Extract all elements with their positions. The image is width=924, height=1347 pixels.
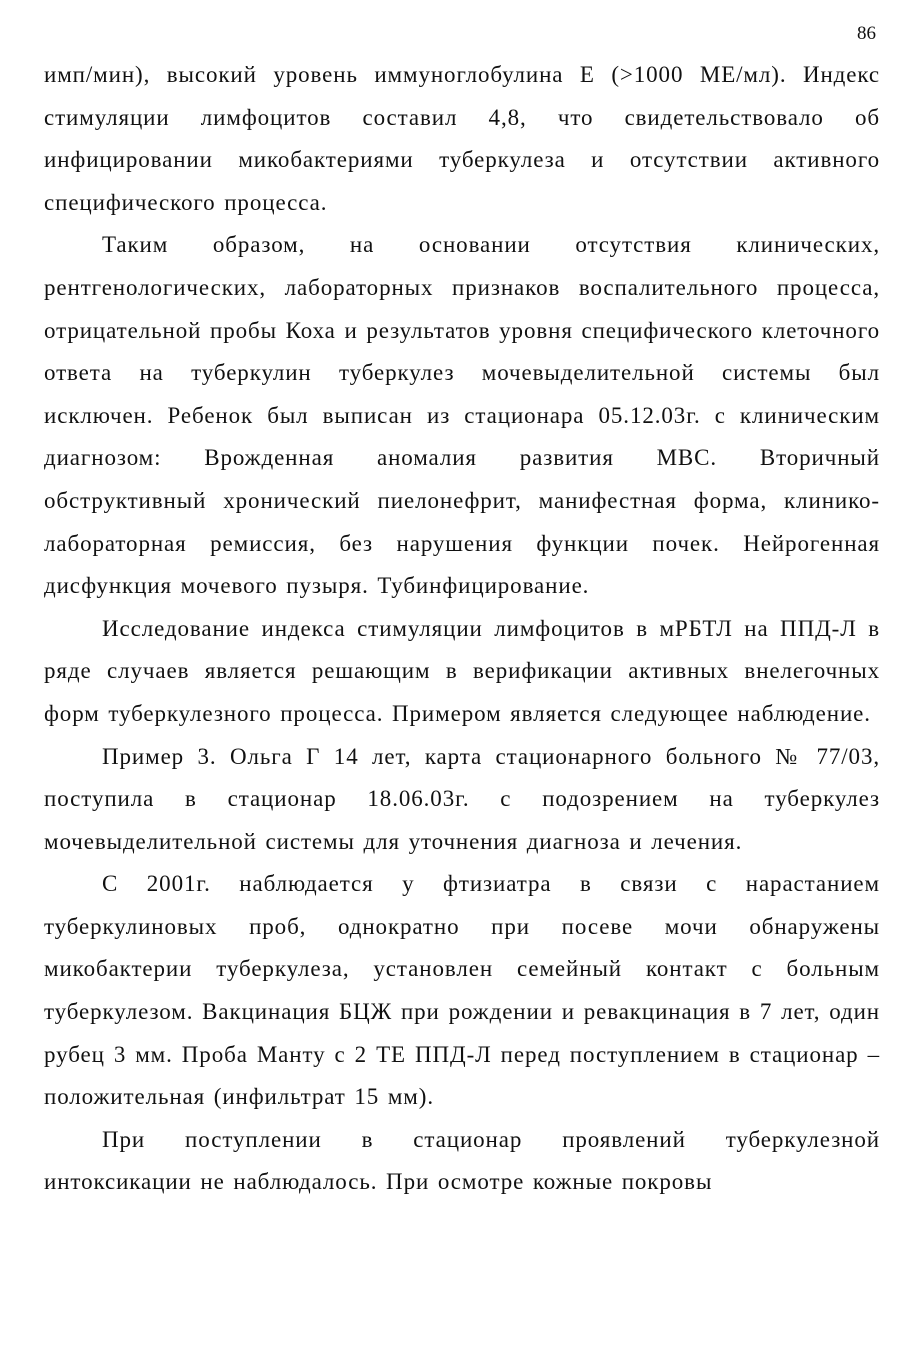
paragraph-example-3: Пример 3. Ольга Г 14 лет, карта стационарного больного № 77/03, поступила в стационар 18.06.03г. с подозрением на туберкулез мочевыделительной системы для уточнения диагноза и лечения. <box>44 743 880 854</box>
paragraph-conclusion: Таким образом, на основании отсутствия клинических, рентгенологических, лабораторных признаков воспалительного процесса, отрицательной пробы Коха и результатов уровня специфического клеточного ответа на туберкулин туберкулез мочевыделительной системы был исключен. Ребенок был выписан из стационара 05.12.03г. с клиническим диагнозом: Врожденная аномалия развития МВС. Вторичный обструктивный хронический пиелонефрит, манифестная форма, клинико-лабораторная ремиссия, без нарушения функции почек. Нейрогенная дисфункция мочевого пузыря. Тубинфицирование. <box>44 232 880 599</box>
paragraph-lab-results: имп/мин), высокий уровень иммуноглобулина Е (>1000 МЕ/мл). Индекс стимуляции лимфоцитов составил 4,8, что свидетельствовало об инфицировании микобактериями туберкулеза и отсутствии активного специфического процесса. <box>44 62 880 215</box>
paragraph-history: С 2001г. наблюдается у фтизиатра в связи с нарастанием туберкулиновых проб, однократно при посеве мочи обнаружены микобактерии туберкулеза, установлен семейный контакт с больным туберкулезом. Вакцинация БЦЖ при рождении и ревакцинация в 7 лет, один рубец 3 мм. Проба Манту с 2 ТЕ ППД-Л перед поступлением в стационар – положительная (инфильтрат 15 мм). <box>44 871 880 1110</box>
document-body <box>44 54 880 1204</box>
page-number: 86 <box>857 23 876 44</box>
paragraph-admission: При поступлении в стационар проявлений туберкулезной интоксикации не наблюдалось. При осмотре кожные покровы <box>44 1126 880 1195</box>
paragraph-lymphocyte-study: Исследование индекса стимуляции лимфоцитов в мРБТЛ на ППД-Л в ряде случаев является решающим в верификации активных внелегочных форм туберкулезного процесса. Примером является следующее наблюдение. <box>44 615 880 726</box>
